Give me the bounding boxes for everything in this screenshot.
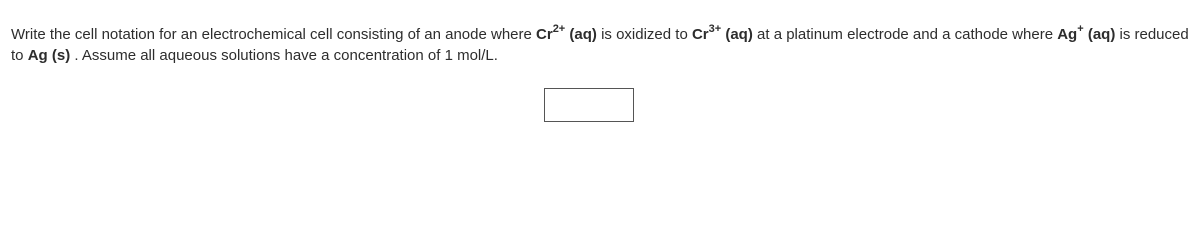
species-cr-anode [536,23,597,43]
question-part3: at a platinum electrode and a cathode where [752,26,1058,43]
state-aq-2: (aq) [721,26,753,43]
question-part4: is reduced to [11,26,1189,64]
state-aq-1: (aq) [565,26,597,43]
species-ag-solid: Ag (s) [27,47,71,64]
question-part5: . Assume all aqueous solutions have a concentration of 1 mol/L. [70,47,498,64]
question-part2: is oxidized to [596,26,692,43]
charge-2plus: 2+ [552,23,566,35]
species-cr3-symbol: Cr [691,26,709,43]
charge-3plus: 3+ [708,23,722,35]
species-ag-cathode [1057,23,1116,43]
charge-plus: + [1077,23,1084,35]
question-part1: Write the cell notation for an electrochemical cell consisting of an anode where [11,26,537,43]
state-aq-3: (aq) [1083,26,1116,43]
species-cr-symbol: Cr [536,26,553,43]
question-text [11,24,1191,66]
species-ag-symbol: Ag [1057,26,1078,43]
answer-input[interactable] [544,88,634,122]
species-cr-product [691,23,753,43]
